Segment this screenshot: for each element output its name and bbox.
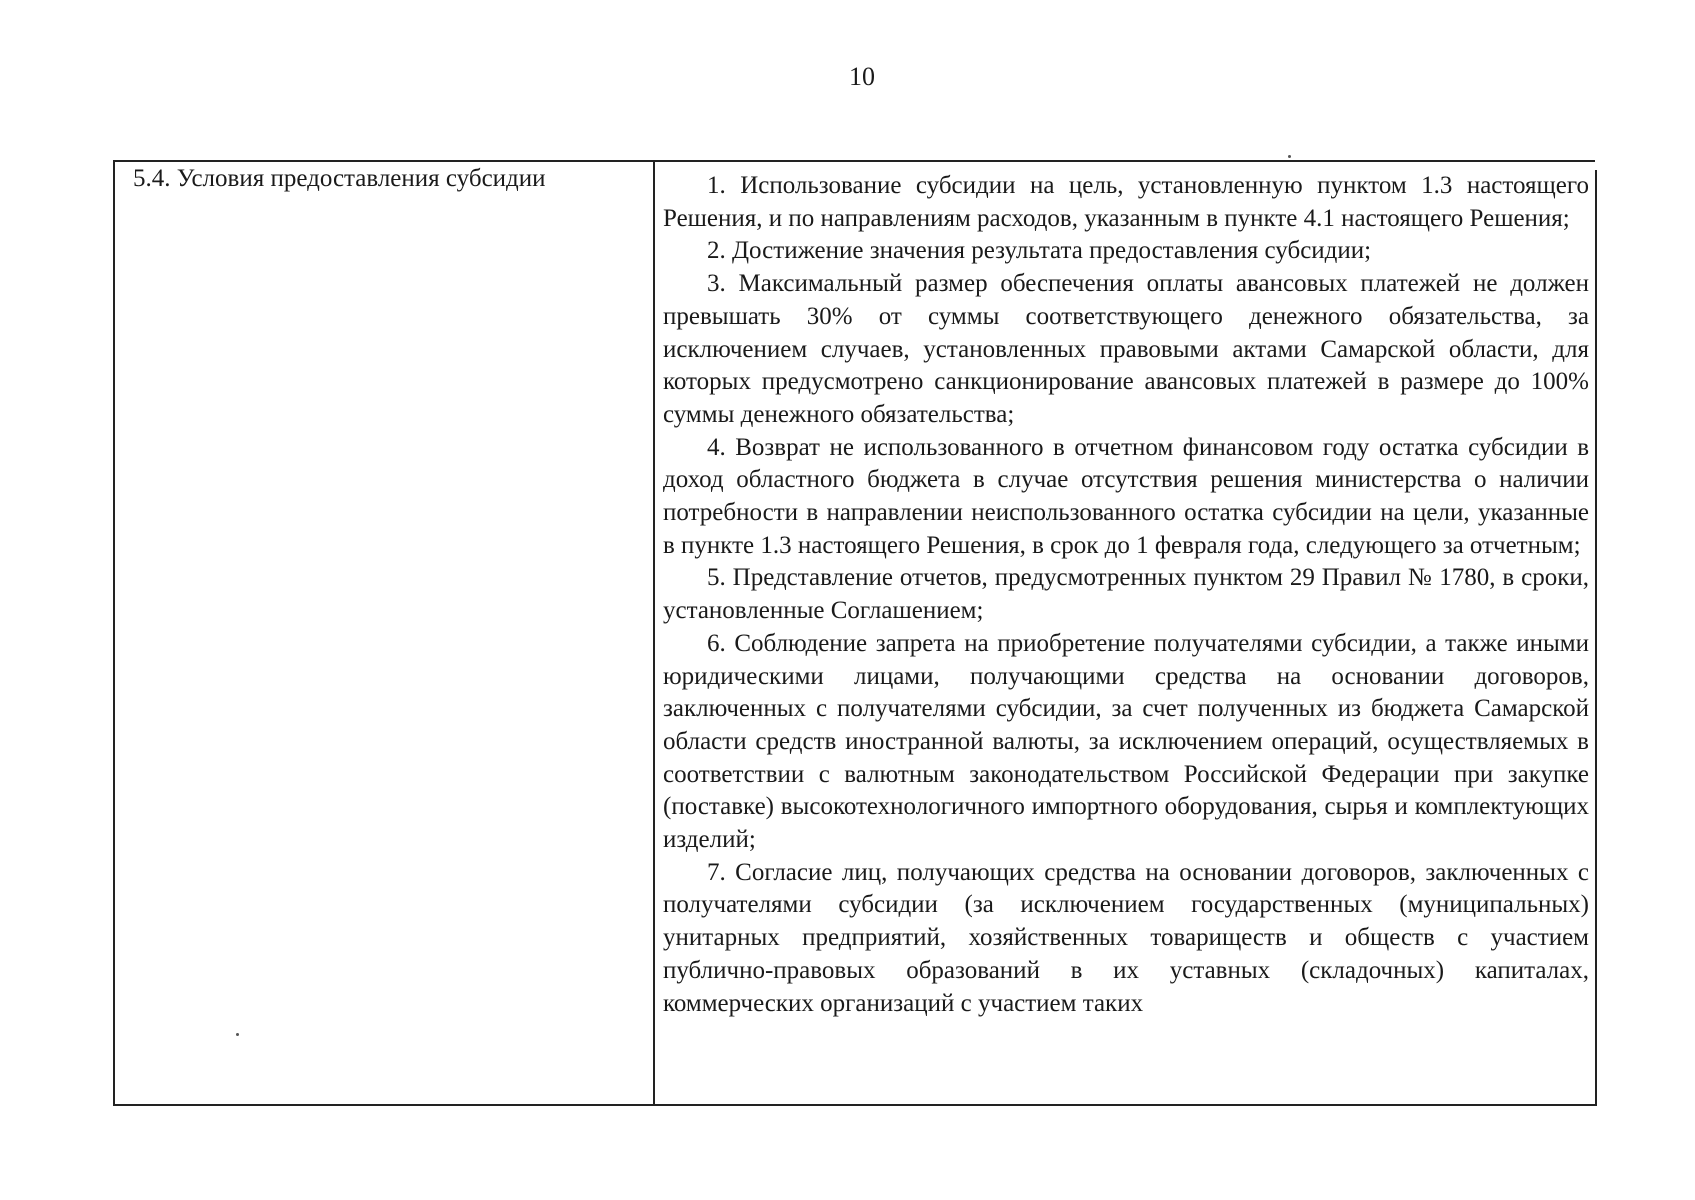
conditions-list <box>663 170 1589 1020</box>
column-divider <box>653 160 655 1106</box>
scan-speck <box>1288 155 1291 158</box>
condition-item-1: 1. Использование субсидии на цель, установленную пунктом 1.3 настоящего Решения, и по направлениям расходов, указанным в пункте 4.1 настоящего Решения; <box>663 172 1589 232</box>
scan-speck <box>236 1033 239 1036</box>
condition-item-2: 2. Достижение значения результата предоставления субсидии; <box>707 237 1372 265</box>
condition-item-6: 6. Соблюдение запрета на приобретение получателями субсидии, а также иными юридическими лицами, получающими средства на основании договоров, заключенных с получателями субсидии, за счет полученных из бюджета Самарской области средств иностранной валюты, за исключением операций, осуществляемых в соответствии с валютным законодательством Российской Федерации при закупке (поставке) высокотехнологичного импортного оборудования, сырья и комплектующих изделий; <box>663 629 1589 854</box>
condition-item-7: 7. Согласие лиц, получающих средства на основании договоров, заключенных с получателями субсидии (за исключением государственных (муниципальных) унитарных предприятий, хозяйственных товариществ и обществ с участием публично-правовых образований в их уставных (складочных) капиталах, коммерческих организаций с участием таких <box>663 858 1589 1017</box>
conditions-table <box>113 160 1595 1106</box>
section-title-cell: 5.4. Условия предоставления субсидии <box>133 165 546 192</box>
page-number: 10 <box>849 62 875 91</box>
table-right-border <box>1595 170 1597 1106</box>
condition-item-5: 5. Представление отчетов, предусмотренных пунктом 29 Правил № 1780, в сроки, установленные Соглашением; <box>663 564 1589 625</box>
condition-item-4: 4. Возврат не использованного в отчетном финансовом году остатка субсидии в доход областного бюджета в случае отсутствия решения министерства о наличии потребности в направлении неиспользованного остатка субсидии на цели, указанные в пункте 1.3 настоящего Решения, в срок до 1 февраля года, следующего за отчетным; <box>663 433 1589 559</box>
condition-item-3: 3. Максимальный размер обеспечения оплаты авансовых платежей не должен превышать 30% от суммы соответствующего денежного обязательства, за исключением случаев, установленных правовыми актами Самарской области, для которых предусмотрено санкционирование авансовых платежей в размере до 100% суммы денежного обязательства; <box>663 270 1589 428</box>
